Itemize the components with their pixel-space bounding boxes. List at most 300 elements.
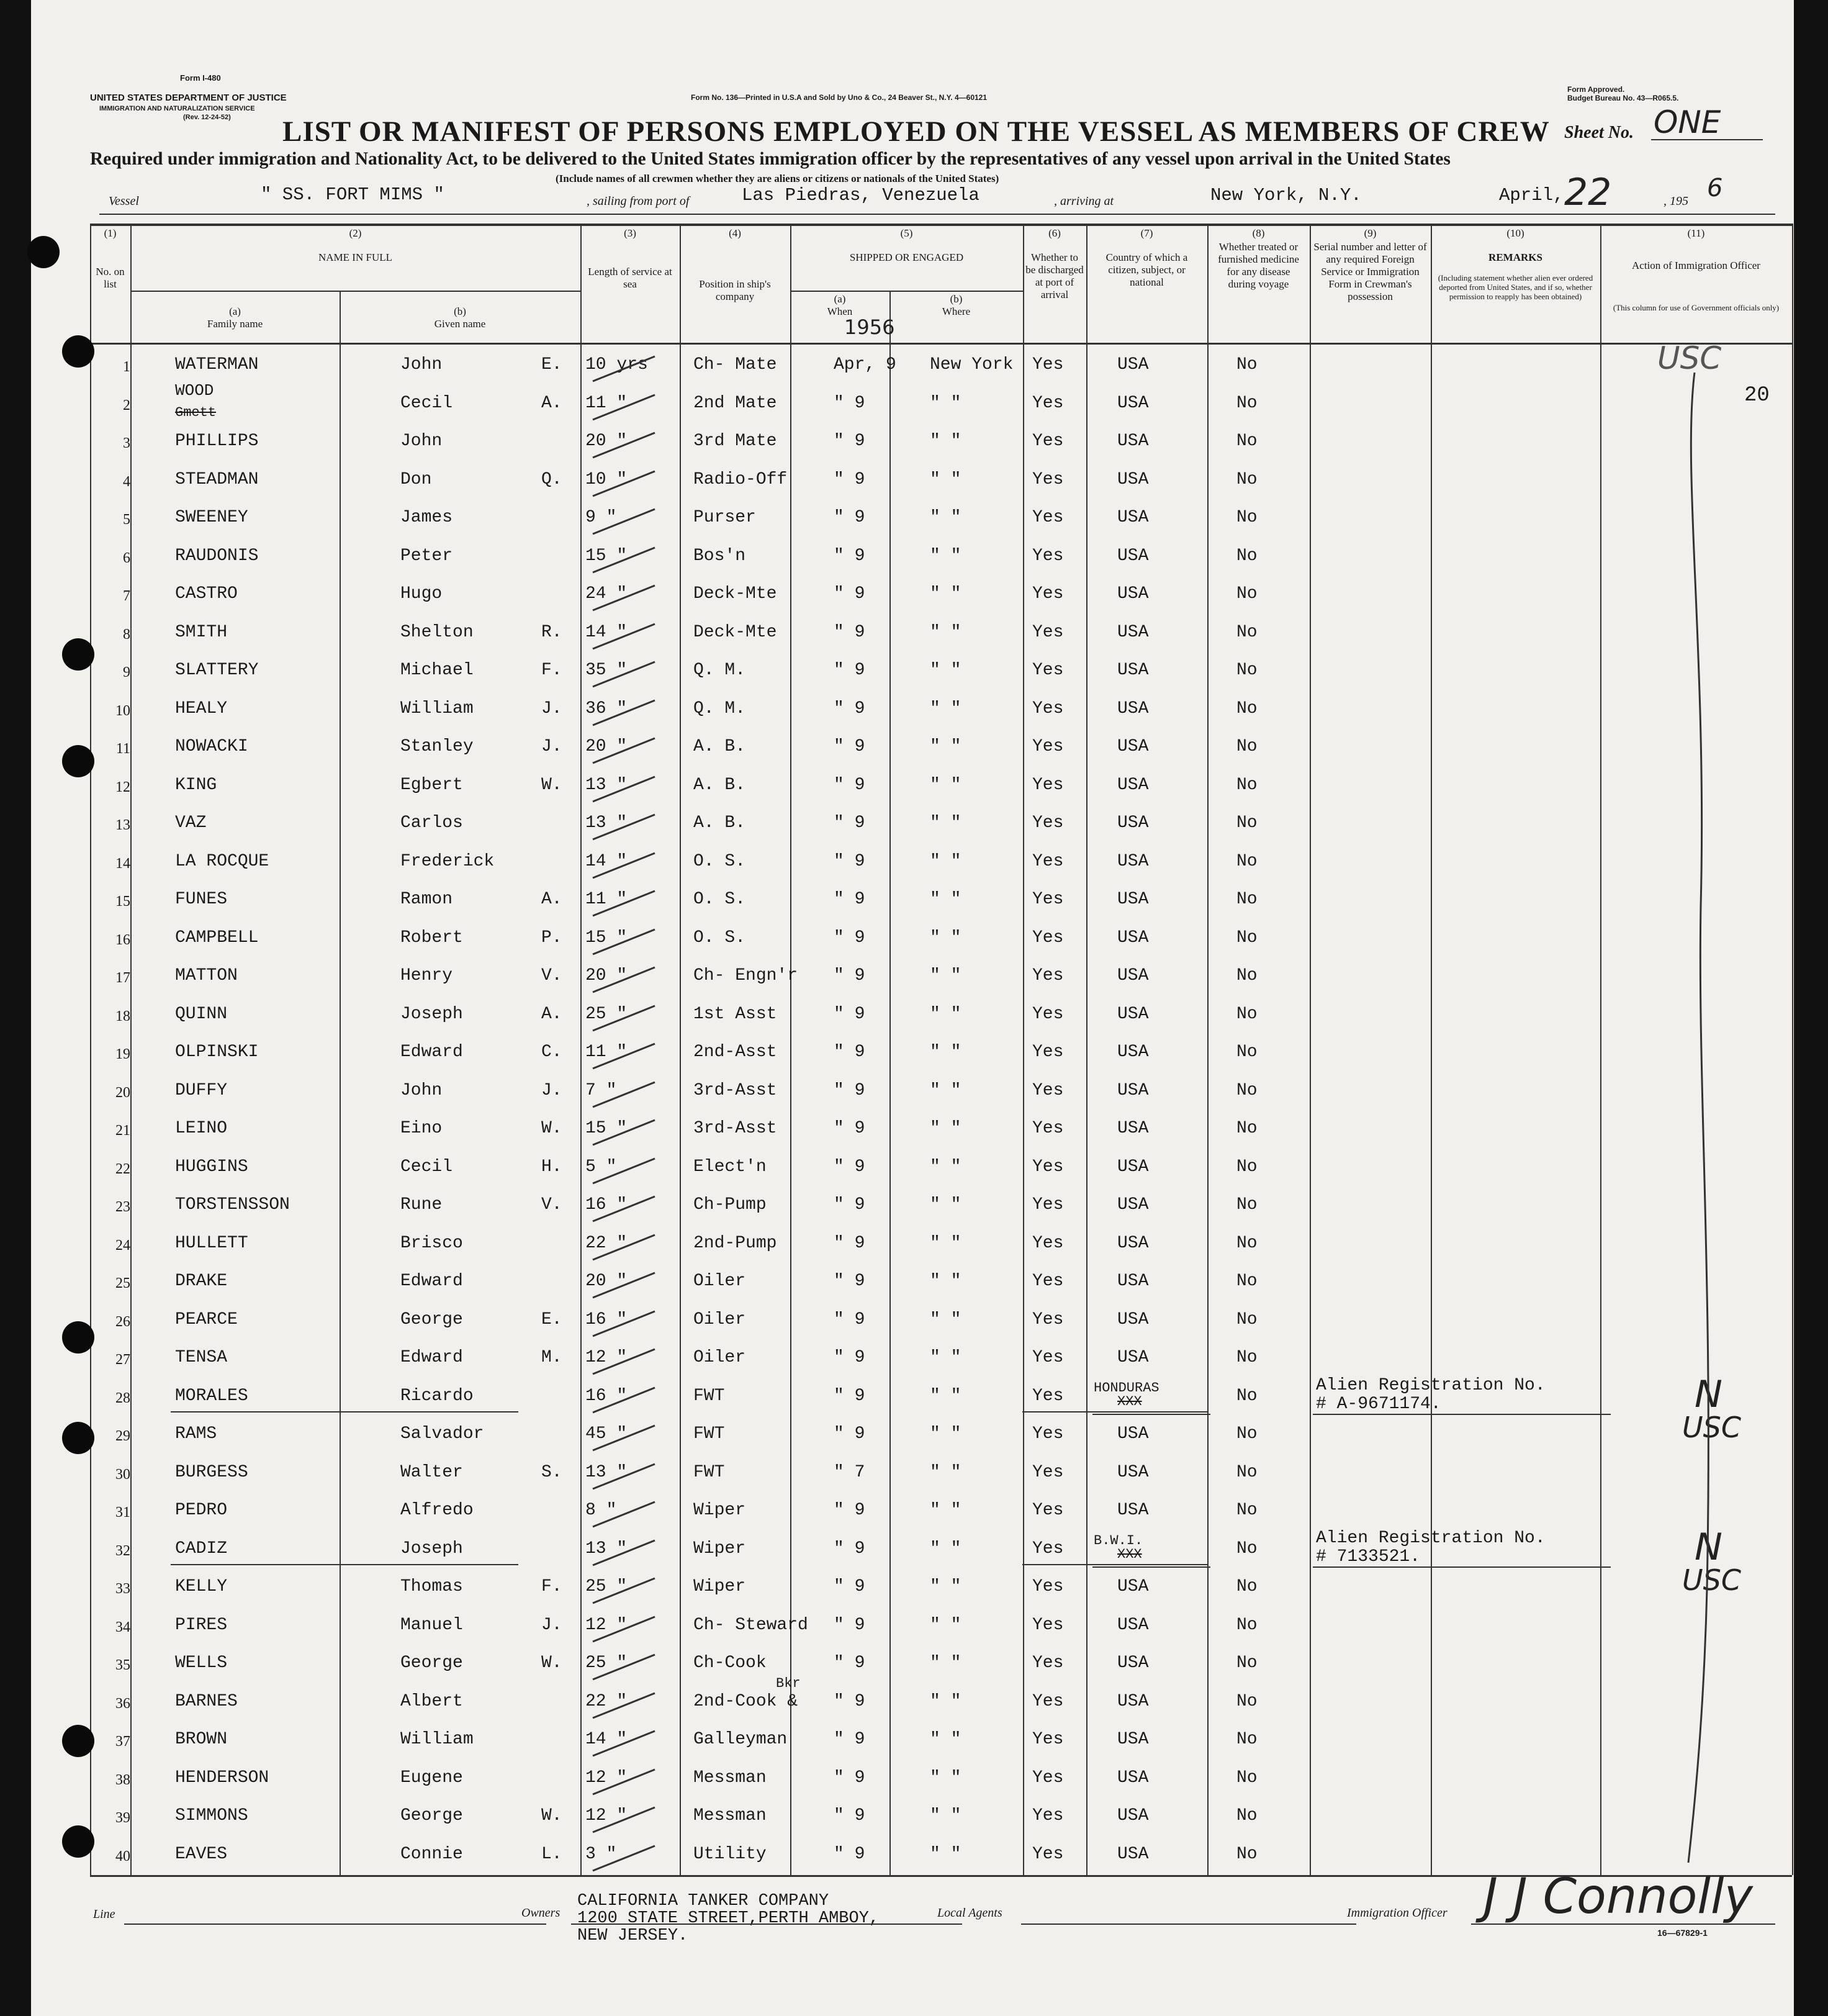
family-name: HUGGINS [175, 1157, 248, 1177]
family-name: RAUDONIS [175, 546, 259, 566]
shipped-where: " " [930, 1691, 961, 1711]
position: Q. M. [693, 661, 746, 680]
tally-slash [590, 774, 658, 805]
line-label: Line [93, 1907, 115, 1921]
punch-hole [62, 1825, 94, 1858]
line-number: 2 [123, 397, 130, 414]
family-name: SMITH [175, 622, 228, 642]
country: USA [1117, 1309, 1149, 1329]
discharge: Yes [1032, 966, 1064, 985]
service-length: 12 " [585, 1806, 628, 1825]
subnote: (Include names of all crewmen whether they are aliens or citizens or nationals of the United States) [556, 173, 999, 184]
tally-slash [590, 1003, 658, 1034]
position: Radio-Off [693, 469, 788, 489]
shipped-where: " " [930, 1195, 961, 1214]
line-number: 38 [115, 1771, 130, 1788]
line-number: 16 [115, 931, 130, 948]
position: A. B. [693, 737, 746, 756]
service-length: 11 " [585, 393, 628, 413]
treated: No [1236, 890, 1258, 909]
shipped-when: " 9 [834, 1768, 865, 1788]
punch-hole [62, 638, 94, 671]
given-name: Albert [400, 1691, 463, 1711]
col11-num: (11) [1687, 227, 1705, 239]
shipped-where: " " [930, 1119, 961, 1138]
line-number: 22 [115, 1160, 130, 1177]
discharge: Yes [1032, 661, 1064, 680]
shipped-when: " 9 [834, 393, 865, 413]
line-number: 25 [115, 1275, 130, 1291]
position-extra: Bkr [776, 1675, 801, 1691]
middle-initial: W. [541, 1653, 562, 1673]
sheet-number: ONE [1654, 104, 1721, 140]
family-name: WATERMAN [175, 355, 259, 374]
given-name: Eino [400, 1119, 443, 1138]
shipped-when: " 9 [834, 1691, 865, 1711]
col6-header: Whether to be discharged at port of arrival [1025, 251, 1084, 301]
position: Deck-Mte [693, 584, 777, 603]
treated: No [1236, 1042, 1258, 1062]
middle-initial: C. [541, 1042, 562, 1062]
given-name: Ricardo [400, 1386, 474, 1406]
shipped-where: " " [930, 1386, 961, 1406]
treated: No [1236, 1539, 1258, 1558]
position: Deck-Mte [693, 622, 777, 642]
given-name: Eugene [400, 1768, 463, 1788]
treated: No [1236, 546, 1258, 566]
col5a-header: (a) When [827, 293, 853, 317]
shipped-where: " " [930, 775, 961, 795]
shipped-where: " " [930, 698, 961, 718]
country: USA [1117, 661, 1149, 680]
name-underline [1022, 1411, 1209, 1413]
tally-slash [590, 545, 658, 576]
year-digit: 6 [1707, 174, 1723, 202]
action-bracket [1670, 348, 1757, 1900]
line-number: 40 [115, 1848, 130, 1865]
col11-header: Action of Immigration Officer [1632, 260, 1760, 271]
position: FWT [693, 1424, 725, 1444]
position: Ch- Mate [693, 355, 777, 374]
country: USA [1117, 1157, 1149, 1177]
struck-country: XXX [1117, 1393, 1142, 1409]
treated: No [1236, 1272, 1258, 1291]
header-bottom-border [90, 343, 1792, 345]
country-underline [1092, 1414, 1210, 1415]
shipped-when: " 9 [834, 1195, 865, 1214]
subtitle: Required under immigration and Nationality Act, to be delivered to the United States immigration officer by the representatives of any vessel upon arrival in the United States [90, 149, 1451, 169]
middle-initial: J. [541, 737, 562, 756]
col-border-12 [1600, 224, 1601, 1875]
family-name: STEADMAN [175, 469, 259, 489]
shipped-when: " 9 [834, 1272, 865, 1291]
col1-header: No. on list [96, 266, 125, 290]
tally-slash [590, 469, 658, 500]
family-name: VAZ [175, 813, 207, 833]
shipped-where: " " [930, 622, 961, 642]
service-length: 14 " [585, 851, 628, 871]
line-number: 17 [115, 970, 130, 986]
treated: No [1236, 1309, 1258, 1329]
tally-slash [590, 812, 658, 843]
given-name: Edward [400, 1272, 463, 1291]
middle-initial: J. [541, 1080, 562, 1100]
position: Ch-Cook [693, 1653, 767, 1673]
family-name: HULLETT [175, 1233, 248, 1253]
tally-slash [590, 1156, 658, 1187]
given-name: John [400, 432, 443, 451]
line-number: 1 [123, 359, 130, 375]
country: USA [1117, 469, 1149, 489]
service-length: 22 " [585, 1691, 628, 1711]
shipped-where: " " [930, 546, 961, 566]
family-name: OLPINSKI [175, 1042, 259, 1062]
col-border-7 [1023, 224, 1024, 1875]
shipped-where: " " [930, 469, 961, 489]
treated: No [1236, 1501, 1258, 1520]
line-number: 23 [115, 1199, 130, 1215]
service-length: 11 " [585, 1042, 628, 1062]
shipped-where: " " [930, 851, 961, 871]
service-length: 10 yrs [585, 355, 648, 374]
discharge: Yes [1032, 1080, 1064, 1100]
remarks-underline [1313, 1566, 1611, 1568]
shipped-when: " 9 [834, 813, 865, 833]
service-length: 12 " [585, 1768, 628, 1788]
line-number: 14 [115, 855, 130, 872]
line-number: 34 [115, 1619, 130, 1635]
middle-initial: W. [541, 1806, 562, 1825]
col4-header: Position in ship's company [699, 278, 771, 302]
country: USA [1117, 622, 1149, 642]
shipped-where: " " [930, 1462, 961, 1482]
position: Utility [693, 1844, 767, 1864]
shipped-where: " " [930, 1309, 961, 1329]
name-underline [1022, 1564, 1209, 1565]
line-number: 37 [115, 1733, 130, 1750]
family-name: BROWN [175, 1730, 228, 1749]
officer-label: Immigration Officer [1347, 1906, 1448, 1920]
line-number: 4 [123, 473, 130, 490]
line-number: 21 [115, 1123, 130, 1139]
country: USA [1117, 432, 1149, 451]
budget-bureau: Budget Bureau No. 43—R065.5. [1567, 94, 1679, 102]
discharge: Yes [1032, 813, 1064, 833]
given-name: Michael [400, 661, 474, 680]
form-number: Form I-480 [180, 73, 221, 83]
line-number: 28 [115, 1390, 130, 1406]
name-subheader-line [130, 291, 580, 292]
given-name: Connie [400, 1844, 463, 1864]
middle-initial: V. [541, 966, 562, 985]
line-number: 8 [123, 626, 130, 643]
country: USA [1117, 1272, 1149, 1291]
middle-initial: P. [541, 928, 562, 947]
country: USA [1117, 1691, 1149, 1711]
col-border-9 [1207, 224, 1209, 1875]
given-name: George [400, 1806, 463, 1825]
family-name: SIMMONS [175, 1806, 248, 1825]
shipped-where: " " [930, 1577, 961, 1596]
treated: No [1236, 469, 1258, 489]
shipped-where: " " [930, 432, 961, 451]
shipped-where: " " [930, 508, 961, 527]
shipped-where: " " [930, 393, 961, 413]
treated: No [1236, 1386, 1258, 1406]
shipped-when: " 9 [834, 469, 865, 489]
col-border-3 [580, 224, 582, 1875]
family-name: TENSA [175, 1348, 228, 1367]
vessel-label: Vessel [109, 194, 139, 208]
tally-slash [590, 354, 658, 385]
family-name: MORALES [175, 1386, 248, 1406]
col3-header: Length of service at sea [588, 266, 672, 290]
position: Elect'n [693, 1157, 767, 1177]
shipped-where: " " [930, 1844, 961, 1864]
discharge: Yes [1032, 1501, 1064, 1520]
line-number: 6 [123, 549, 130, 566]
shipped-when: " 9 [834, 1539, 865, 1558]
shipped-when: " 9 [834, 584, 865, 603]
service-length: 45 " [585, 1424, 628, 1444]
line-number: 36 [115, 1695, 130, 1712]
line-number: 27 [115, 1352, 130, 1368]
shipped-subheader-line [790, 291, 1023, 292]
struck-country: XXX [1117, 1546, 1142, 1562]
family-name: FUNES [175, 890, 228, 909]
discharge: Yes [1032, 1691, 1064, 1711]
country: USA [1117, 851, 1149, 871]
position: A. B. [693, 775, 746, 795]
position: Oiler [693, 1309, 746, 1329]
family-underline [171, 1411, 518, 1413]
col7-num: (7) [1140, 227, 1153, 239]
line-number: 19 [115, 1046, 130, 1062]
discharge: Yes [1032, 1615, 1064, 1635]
shipped-when: " 9 [834, 928, 865, 947]
family-name: HENDERSON [175, 1768, 269, 1788]
position: 3rd Mate [693, 432, 777, 451]
remarks-underline [1313, 1414, 1611, 1415]
shipped-where: " " [930, 1004, 961, 1024]
discharge: Yes [1032, 355, 1064, 374]
service-length: 25 " [585, 1653, 628, 1673]
col7-header: Country of which a citizen, subject, or national [1105, 251, 1188, 288]
country-underline [1092, 1566, 1210, 1568]
tally-slash [590, 583, 658, 614]
service-length: 13 " [585, 1462, 628, 1482]
country: USA [1117, 584, 1149, 603]
position: 1st Asst [693, 1004, 777, 1024]
service-length: 11 " [585, 890, 628, 909]
service-length: 13 " [585, 775, 628, 795]
treated: No [1236, 1348, 1258, 1367]
treated: No [1236, 1768, 1258, 1788]
family-name: LEINO [175, 1119, 228, 1138]
position: Ch-Pump [693, 1195, 767, 1214]
shipped-when: " 9 [834, 432, 865, 451]
country: USA [1117, 813, 1149, 833]
discharge: Yes [1032, 1424, 1064, 1444]
col10-note: (Including statement whether alien ever ordered deported from United States, and if so, whether permission to reapply has been obtained) [1438, 273, 1593, 301]
shipped-where: " " [930, 1042, 961, 1062]
shipped-when: " 9 [834, 1653, 865, 1673]
treated: No [1236, 1615, 1258, 1635]
treated: No [1236, 1806, 1258, 1825]
country: USA [1117, 1119, 1149, 1138]
officer-action: N [1695, 1372, 1722, 1416]
col11-note: (This column for use of Government officials only) [1613, 303, 1780, 312]
given-name: Edward [400, 1348, 463, 1367]
date-month: April, [1499, 185, 1564, 206]
discharge: Yes [1032, 1768, 1064, 1788]
treated: No [1236, 1233, 1258, 1253]
shipped-where: " " [930, 1272, 961, 1291]
col6-num: (6) [1048, 227, 1061, 239]
shipped-when: " 9 [834, 1844, 865, 1864]
country: USA [1117, 1424, 1149, 1444]
middle-initial: E. [541, 1309, 562, 1329]
family-name: CASTRO [175, 584, 238, 603]
service-length: 13 " [585, 1539, 628, 1558]
position: A. B. [693, 813, 746, 833]
tally-slash [590, 1309, 658, 1340]
discharge: Yes [1032, 432, 1064, 451]
country: USA [1117, 355, 1149, 374]
vessel-name: " SS. FORT MIMS " [261, 184, 444, 205]
service-length: 16 " [585, 1309, 628, 1329]
given-name: Frederick [400, 851, 495, 871]
given-name: George [400, 1309, 463, 1329]
voyage-underline [99, 214, 1775, 215]
given-name: Walter [400, 1462, 463, 1482]
country: USA [1117, 1653, 1149, 1673]
discharge: Yes [1032, 698, 1064, 718]
col5-header: SHIPPED OR ENGAGED [849, 251, 964, 263]
tally-slash [590, 659, 658, 690]
family-name: PEARCE [175, 1309, 238, 1329]
position: 2nd-Pump [693, 1233, 777, 1253]
discharge: Yes [1032, 1272, 1064, 1291]
shipped-where: " " [930, 890, 961, 909]
country: USA [1117, 1768, 1149, 1788]
country: USA [1117, 1501, 1149, 1520]
shipped-when: " 9 [834, 546, 865, 566]
tally-slash [590, 1232, 658, 1263]
discharge: Yes [1032, 1730, 1064, 1749]
position: Oiler [693, 1272, 746, 1291]
country: USA [1117, 1577, 1149, 1596]
given-name: Robert [400, 928, 463, 947]
country: USA [1117, 1844, 1149, 1864]
country: USA [1117, 1233, 1149, 1253]
service-length: 20 " [585, 966, 628, 985]
position: O. S. [693, 928, 746, 947]
sailing-label: , sailing from port of [587, 194, 690, 208]
discharge: Yes [1032, 1653, 1064, 1673]
middle-initial: A. [541, 393, 562, 413]
given-name: James [400, 508, 453, 527]
family-name: NOWACKI [175, 737, 248, 756]
country: USA [1117, 1080, 1149, 1100]
line-number: 7 [123, 588, 130, 604]
usc-annotation: USC [1657, 340, 1722, 376]
shipped-when: " 9 [834, 1157, 865, 1177]
service-length: 3 " [585, 1844, 617, 1864]
col4-num: (4) [729, 227, 741, 239]
shipped-when: " 9 [834, 698, 865, 718]
treated: No [1236, 1653, 1258, 1673]
col3-num: (3) [624, 227, 636, 239]
line-number: 18 [115, 1008, 130, 1024]
shipped-when: " 9 [834, 1119, 865, 1138]
country: USA [1117, 1615, 1149, 1635]
col2b-header: (b) Given name [434, 305, 486, 330]
country: USA [1117, 966, 1149, 985]
service-length: 8 " [585, 1501, 617, 1520]
position: Bos'n [693, 546, 746, 566]
tally-slash [590, 1270, 658, 1301]
position: 2nd Mate [693, 393, 777, 413]
service-length: 22 " [585, 1233, 628, 1253]
position: Oiler [693, 1348, 746, 1367]
given-name: Henry [400, 966, 453, 985]
given-name: John [400, 355, 443, 374]
discharge: Yes [1032, 1233, 1064, 1253]
tally-slash [590, 507, 658, 538]
shipped-when: " 9 [834, 1080, 865, 1100]
line-number: 30 [115, 1466, 130, 1483]
col9-header: Serial number and letter of any required Foreign Service or Immigration Form in Crewman's possession [1313, 241, 1427, 302]
treated: No [1236, 1844, 1258, 1864]
middle-initial: S. [541, 1462, 562, 1482]
shipped-where: " " [930, 1233, 961, 1253]
shipped-when: " 9 [834, 1615, 865, 1635]
discharge: Yes [1032, 508, 1064, 527]
struck-family-name: Gmett [175, 404, 217, 420]
col9-num: (9) [1364, 227, 1377, 239]
line-number: 33 [115, 1581, 130, 1597]
sheet-underline [1651, 139, 1763, 140]
country: USA [1117, 928, 1149, 947]
service-length: 13 " [585, 813, 628, 833]
service-length: 36 " [585, 698, 628, 718]
service-length: 24 " [585, 584, 628, 603]
tally-slash [590, 1691, 658, 1722]
owners-label: Owners [521, 1906, 561, 1920]
tally-slash [590, 1652, 658, 1683]
line-number: 24 [115, 1237, 130, 1254]
owners-underline [571, 1923, 962, 1925]
shipped-where: " " [930, 737, 961, 756]
shipped-when: " 9 [834, 661, 865, 680]
tally-slash [590, 1080, 658, 1111]
line-number: 5 [123, 512, 130, 528]
middle-initial: F. [541, 1577, 562, 1596]
treated: No [1236, 813, 1258, 833]
service-length: 12 " [585, 1615, 628, 1635]
country: USA [1117, 1462, 1149, 1482]
tally-slash [590, 927, 658, 958]
family-name: TORSTENSSON [175, 1195, 290, 1214]
family-name: HEALY [175, 698, 228, 718]
shipped-when: " 9 [834, 1233, 865, 1253]
shipped-where: " " [930, 1348, 961, 1367]
given-name: Stanley [400, 737, 474, 756]
given-name: Don [400, 469, 432, 489]
treated: No [1236, 584, 1258, 603]
discharge: Yes [1032, 1042, 1064, 1062]
